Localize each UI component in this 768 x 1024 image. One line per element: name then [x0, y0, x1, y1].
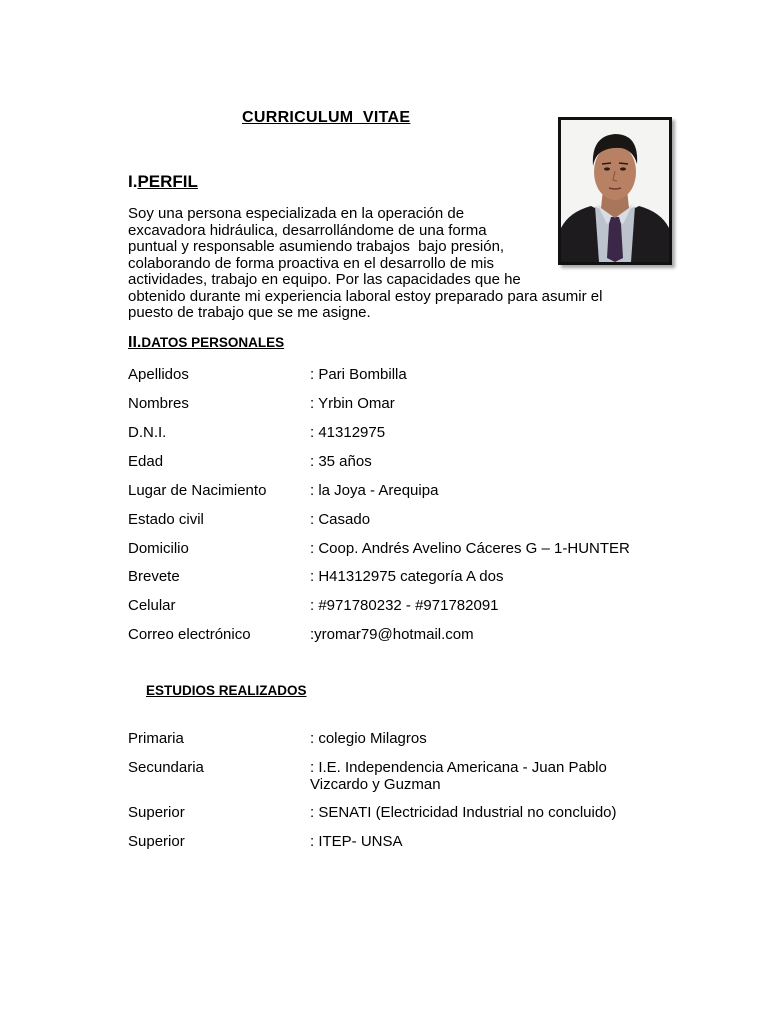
row-label: Superior: [128, 804, 185, 821]
row-value: : H41312975 categoría A dos: [310, 568, 504, 585]
row-label: Apellidos: [128, 366, 189, 383]
row-value: : SENATI (Electricidad Industrial no concluido): [310, 804, 617, 821]
row-label: Edad: [128, 453, 164, 470]
row-label: Secundaria: [128, 759, 204, 776]
profile-line: puntual y responsable asumiendo trabajos bajo presión,: [128, 238, 505, 255]
row-label: Lugar de Nacimiento: [128, 482, 267, 499]
row-value: : I.E. Independencia Americana - Juan Pablo Vizcardo y Guzman: [310, 759, 607, 793]
row-label: Primaria: [128, 730, 184, 747]
profile-line: puesto de trabajo que se me asigne.: [128, 304, 371, 321]
portrait-image: [561, 120, 669, 262]
datos-heading-text: DATOS PERSONALES: [141, 335, 285, 350]
document-title: CURRICULUM VITAE: [242, 109, 411, 126]
profile-text: [128, 206, 628, 322]
row-value: : Pari Bombilla: [310, 366, 407, 383]
row-value: : ITEP- UNSA: [310, 833, 403, 850]
profile-photo: [558, 117, 672, 265]
row-label: Domicilio: [128, 540, 189, 557]
row-label: Correo electrónico: [128, 626, 251, 643]
row-value: : Casado: [310, 511, 371, 528]
profile-line: actividades, trabajo en equipo. Por las capacidades que he: [128, 271, 521, 288]
row-label: Brevete: [128, 568, 180, 585]
row-value: : #971780232 - #971782091: [310, 597, 499, 614]
perfil-heading: [128, 172, 198, 192]
row-value: :yromar79@hotmail.com: [310, 626, 474, 643]
profile-line: obtenido durante mi experiencia laboral estoy preparado para asumir el: [128, 287, 603, 305]
row-value: : Yrbin Omar: [310, 395, 395, 412]
profile-line: colaborando de forma proactiva en el desarrollo de mis: [128, 254, 495, 272]
datos-personales-heading: [128, 334, 284, 352]
perfil-heading-text: PERFIL: [137, 172, 198, 191]
row-label: Estado civil: [128, 511, 204, 528]
row-value: : la Joya - Arequipa: [310, 482, 439, 499]
perfil-number: I.: [128, 172, 138, 191]
estudios-heading: ESTUDIOS REALIZADOS: [146, 683, 307, 698]
datos-number: II.: [128, 334, 142, 351]
row-label: Nombres: [128, 395, 189, 412]
row-value: : colegio Milagros: [310, 730, 427, 747]
row-label: Superior: [128, 833, 185, 850]
row-value: : 35 años: [310, 453, 372, 470]
row-value: : 41312975: [310, 424, 386, 441]
profile-line: excavadora hidráulica, desarrollándome de una forma: [128, 221, 487, 239]
profile-line: Soy una persona especializada en la operación de: [128, 205, 465, 222]
row-label: D.N.I.: [128, 424, 167, 441]
row-value: : Coop. Andrés Avelino Cáceres G – 1-HUNTER: [310, 540, 630, 557]
row-label: Celular: [128, 597, 176, 614]
